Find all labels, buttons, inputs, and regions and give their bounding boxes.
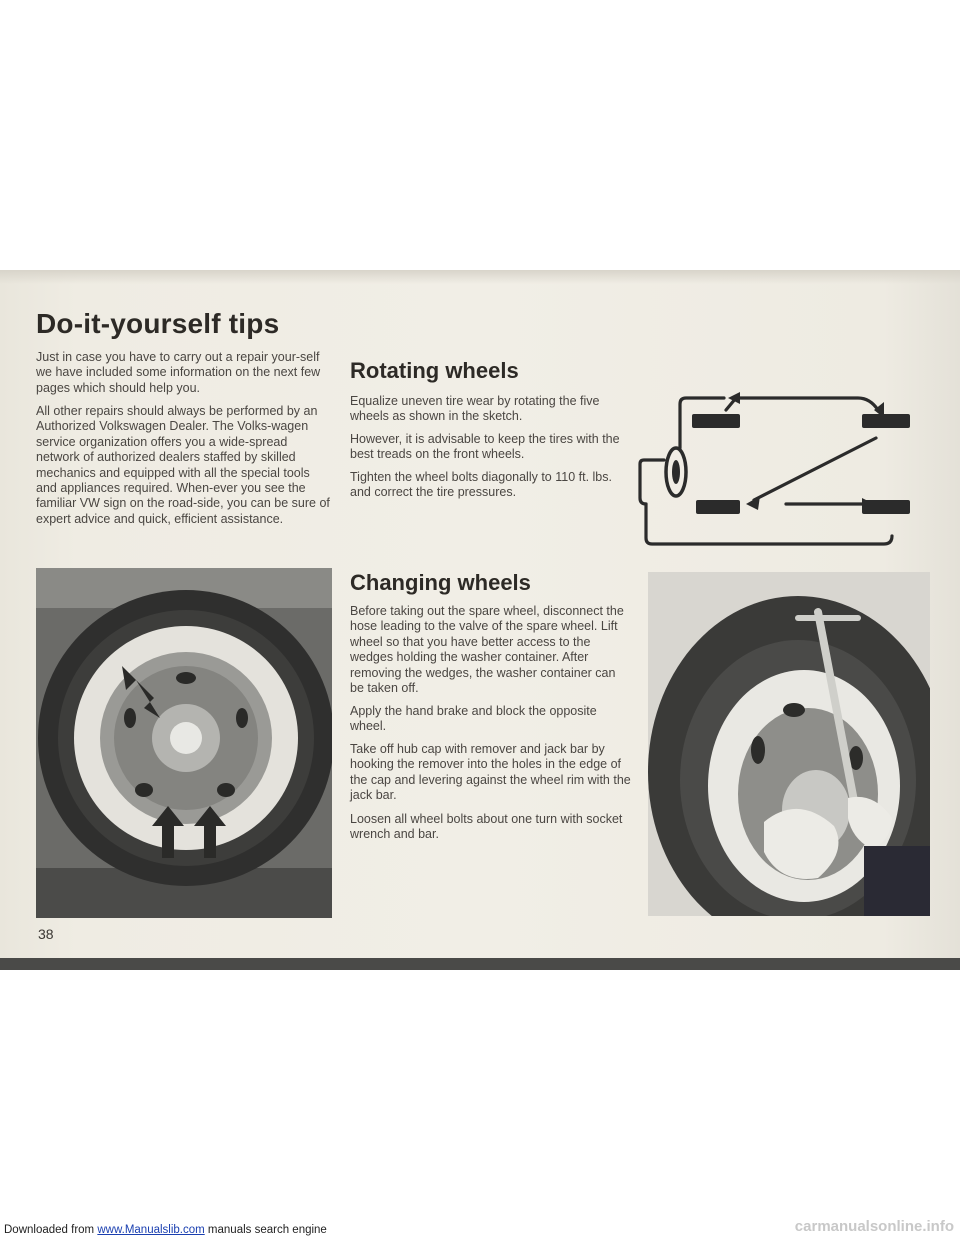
changing-wheels-heading: Changing wheels: [350, 570, 531, 595]
download-footer: [4, 1224, 327, 1236]
page-title: Do-it-yourself tips: [36, 308, 280, 339]
manualslib-link[interactable]: www.Manualslib.com: [97, 1224, 205, 1236]
intro-paragraph-2: All other repairs should always be performed by an Authorized Volkswagen Dealer. The Volks-wagen service organization offers you a wide-spread network of authorized dealers staffed by skilled mechanics and equipped with all the special tools and appliances required. When-ever you see the familiar VW sign on the road-side, you can be sure of expert advice and quick, efficient assistance.: [36, 404, 330, 526]
changing-paragraph-3: Take off hub cap with remover and jack bar by hooking the remover into the holes in the edge of the cap and levering against the wheel rim with the jack bar.: [350, 742, 631, 803]
changing-paragraph-4: Loosen all wheel bolts about one turn with socket wrench and bar.: [350, 812, 623, 842]
hub-cap-removal-photo: [648, 572, 930, 916]
rotating-paragraph-2: However, it is advisable to keep the tires with the best treads on the front wheels.: [350, 432, 620, 462]
changing-paragraph-1: Before taking out the spare wheel, disconnect the hose leading to the valve of the spare wheel. Lift wheel so that you have better access to the wedges holding the washer container. After removing the wedges, the washer container can be taken off.: [350, 604, 624, 696]
rotating-paragraph-3: Tighten the wheel bolts diagonally to 110 ft. lbs. and correct the tire pressures.: [350, 470, 612, 500]
spare-wheel-illustration: [36, 568, 332, 918]
footer-suffix: manuals search engine: [207, 1224, 327, 1236]
footer-prefix: Downloaded from: [4, 1224, 95, 1236]
wheel-rotation-diagram: [636, 388, 916, 548]
page-number: 38: [38, 926, 54, 942]
hub-cap-removal-illustration: [648, 572, 930, 916]
watermark: carmanualsonline.info: [794, 1218, 954, 1235]
page-edge-top: [0, 270, 960, 284]
rotating-paragraph-1: Equalize uneven tire wear by rotating the five wheels as shown in the sketch.: [350, 394, 600, 424]
spare-wheel-photo: [36, 568, 332, 918]
changing-paragraph-2: Apply the hand brake and block the opposite wheel.: [350, 704, 597, 734]
intro-paragraph-1: Just in case you have to carry out a repair your-self we have included some information on the next few pages which should help you.: [36, 350, 321, 395]
rotating-wheels-heading: Rotating wheels: [350, 358, 519, 383]
page-edge-bottom: [0, 958, 960, 970]
